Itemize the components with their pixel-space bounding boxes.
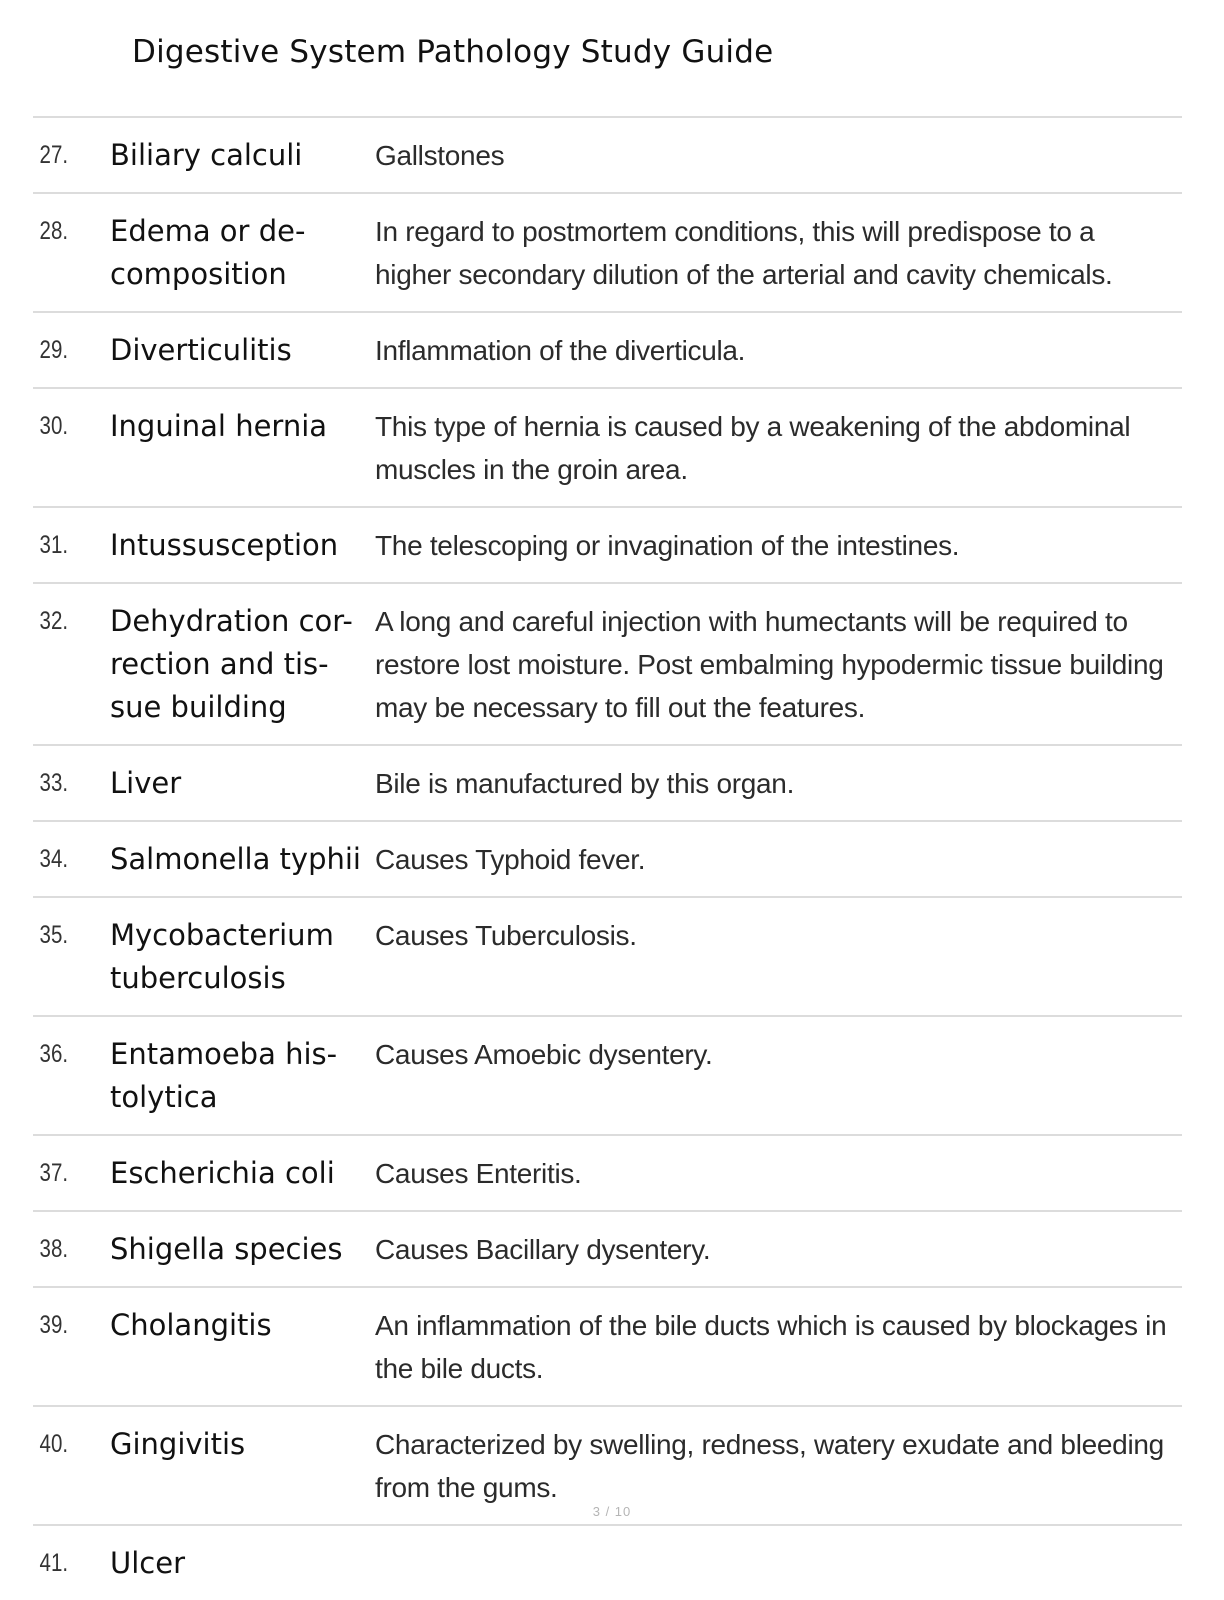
term-name: Inguinal hernia [110,409,328,443]
term-definition: An inflammation of the bile ducts which is caused by blockages in the bile ducts. [375,1310,1167,1384]
term-definition: In regard to postmortem conditions, this will predispose to a higher secondary dilution of the arterial and cavity chemicals. [375,216,1113,290]
term-row-38 [33,1212,1182,1288]
term-name: Edema or de- composition [110,214,306,291]
term-name: Biliary calculi [110,138,303,172]
term-row-35 [33,898,1182,1017]
term-name: Dehydration cor- rection and tis- sue building [110,604,353,724]
term-row-29 [33,313,1182,389]
term-number: 41. [39,1549,69,1577]
page-number: 3 / 10 [592,1504,632,1519]
term-definition: Gallstones [375,140,505,171]
term-number: 39. [39,1311,69,1339]
term-number: 27. [39,141,69,169]
term-name: Intussusception [110,528,339,562]
term-number: 31. [39,531,69,559]
term-definition: Causes Enteritis. [375,1158,582,1189]
term-name: Escherichia coli [110,1156,335,1190]
term-definition: Causes Typhoid fever. [375,844,646,875]
term-name: Cholangitis [110,1308,272,1342]
term-name: Liver [110,766,182,800]
term-row-27 [33,118,1182,194]
term-row-36 [33,1017,1182,1136]
term-row-37 [33,1136,1182,1212]
term-number: 35. [39,921,69,949]
term-row-41 [33,1526,1182,1600]
term-name: Salmonella typhii [110,842,361,876]
term-number: 28. [39,217,69,245]
term-number: 36. [39,1040,69,1068]
term-number: 34. [39,845,69,873]
term-row-39 [33,1288,1182,1407]
term-definition: Causes Bacillary dysentery. [375,1234,711,1265]
term-name: Ulcer [110,1546,185,1580]
term-name: Diverticulitis [110,333,292,367]
term-number: 32. [39,607,69,635]
term-row-32 [33,584,1182,746]
term-list [33,116,1182,1600]
term-definition: Causes Tuberculosis. [375,920,637,951]
term-definition: Inflammation of the diverticula. [375,335,746,366]
term-number: 37. [39,1159,69,1187]
term-name: Gingivitis [110,1427,246,1461]
term-number: 40. [39,1430,69,1458]
term-row-34 [33,822,1182,898]
term-row-31 [33,508,1182,584]
term-number: 38. [39,1235,69,1263]
term-name: Mycobacterium tuberculosis [110,918,334,995]
term-definition: Characterized by swelling, redness, watery exudate and bleeding from the gums. [375,1429,1164,1503]
term-number: 30. [39,412,69,440]
term-definition: The telescoping or invagination of the intestines. [375,530,960,561]
term-definition: A long and careful injection with humectants will be required to restore lost moisture. Post embalming hypodermic tissue building may be necessary to fill out the features. [375,606,1164,723]
page-title: Digestive System Pathology Study Guide [132,34,774,70]
term-definition: This type of hernia is caused by a weakening of the abdominal muscles in the groin area. [375,411,1131,485]
term-number: 29. [39,336,69,364]
term-definition: Bile is manufactured by this organ. [375,768,795,799]
term-definition: Causes Amoebic dysentery. [375,1039,713,1070]
term-name: Shigella species [110,1232,343,1266]
term-row-28 [33,194,1182,313]
term-row-33 [33,746,1182,822]
term-number: 33. [39,769,69,797]
term-row-30 [33,389,1182,508]
term-name: Entamoeba his- tolytica [110,1037,338,1114]
